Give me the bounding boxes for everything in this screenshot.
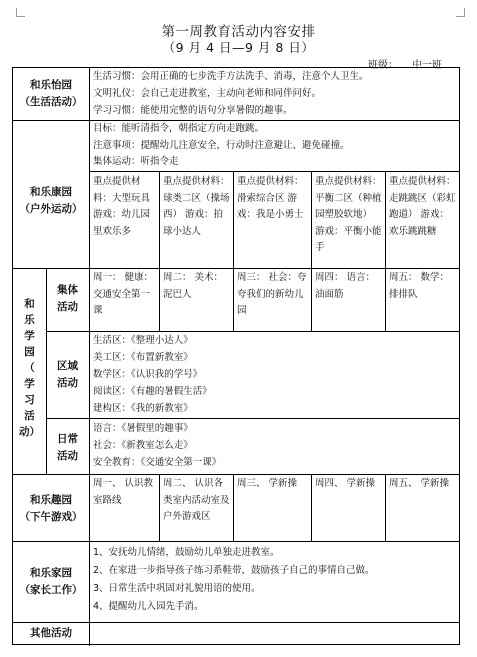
corner-mark: [456, 8, 465, 17]
afternoon-cell: 周五、 学新操: [389, 478, 450, 489]
area-line: 建构区：《我的新教室》: [93, 403, 193, 414]
outdoor-cell: 重点提供材料：走跳跳区（彩虹跑道） 游戏：欢乐跳跳糖: [389, 176, 456, 237]
col-divider: [311, 171, 312, 268]
afternoon-cell: 周二、 认识各类室内活动室及户外游戏区: [163, 478, 230, 522]
col-divider: [159, 268, 160, 331]
group-activity-title: [46, 282, 89, 316]
life-section-title: [13, 77, 89, 111]
daily-title-1: 日常: [57, 433, 78, 445]
learning-title-char: 乐: [24, 314, 35, 326]
outdoor-cell: 重点提供材料：大型玩具 游戏：幼儿园里欢乐多: [93, 176, 151, 237]
life-line: 学习习惯：能使用完整的语句分享暑假的趣事。: [93, 105, 293, 116]
area-activity-title: [46, 358, 89, 392]
col-divider: [89, 68, 90, 268]
group-cell: 周二： 美术：泥巴人: [163, 272, 224, 300]
row-divider: [13, 541, 459, 542]
learning-title-char: 学: [24, 378, 35, 390]
area-line: 阅读区：《有趣的暑假生活》: [93, 386, 212, 397]
family-title-main: 和乐家园: [30, 567, 72, 579]
page-title: 第一周教育活动内容安排: [161, 24, 316, 40]
family-line: 2、在家进一步指导孩子练习系鞋带，鼓励孩子自己的事情自己做。: [93, 565, 375, 576]
col-divider: [233, 268, 234, 331]
learning-title-char: 习: [24, 394, 35, 406]
life-title-sub: （生活活动）: [19, 96, 83, 108]
learning-title-char: 活: [24, 410, 35, 422]
col-divider: [385, 171, 386, 268]
learning-title-char: 和: [24, 298, 35, 310]
area-title-2: 活动: [57, 377, 78, 389]
daily-activity-title: [46, 431, 89, 465]
col-divider: [311, 268, 312, 331]
col-divider: [89, 268, 90, 646]
learning-section-title: [13, 296, 46, 440]
outdoor-cell: 重点提供材料：平衡二区（种植园塑胶软地） 游戏：平衡小能手: [315, 176, 382, 253]
daily-line: 安全教育：《交通安全第一课》: [93, 457, 222, 468]
learning-title-char: 动）: [19, 426, 40, 438]
afternoon-cell: 周一、 认识教室路线: [93, 478, 154, 506]
outdoor-cell: 重点提供材料：球类二区（操场西） 游戏：拍球小达人: [163, 176, 230, 237]
col-divider: [385, 474, 386, 541]
family-line: 4、提醒幼儿入园先手消。: [93, 601, 204, 612]
class-value: 中一班: [412, 60, 442, 71]
group-title-2: 活动: [57, 301, 78, 313]
area-line: 生活区：《整理小达人》: [93, 335, 193, 346]
outdoor-line: 目标：能听清指令，朝指定方向走跑跳。: [93, 123, 265, 134]
daily-line: 语言：《暑假里的趣事》: [93, 423, 193, 434]
afternoon-cell: 周四、 学新操: [315, 478, 376, 489]
life-line: 文明礼仪：会自己走进教室，主动向老师和同伴问好。: [93, 88, 322, 99]
group-cell: 周四： 语言：油面筋: [315, 272, 376, 300]
area-line: 数学区：《认识我的学号》: [93, 369, 203, 380]
col-divider: [159, 171, 160, 268]
outdoor-section-title: [13, 184, 89, 218]
learning-title-char: （: [24, 362, 35, 374]
outdoor-title-main: 和乐康园: [30, 186, 72, 198]
row-divider: [46, 418, 459, 419]
area-line: 美工区：《布置新教室》: [93, 352, 193, 363]
learning-title-char: 园: [24, 346, 35, 358]
afternoon-section-title: [13, 492, 89, 526]
family-line: 1、安抚幼儿情绪，鼓励幼儿单独走进教室。: [93, 547, 280, 558]
family-section-title: [13, 565, 89, 599]
row-divider: [46, 331, 459, 332]
outdoor-title-sub: （户外运动）: [19, 203, 83, 215]
group-cell: 周一： 健康：交通安全第一课: [93, 272, 154, 316]
family-line: 3、日常生活中巩固对礼貌用语的使用。: [93, 583, 261, 594]
group-title-1: 集体: [57, 284, 78, 296]
afternoon-title-main: 和乐趣园: [30, 494, 72, 506]
schedule-table: [12, 67, 460, 645]
outdoor-cell: 重点提供材料：滑索综合区 游戏：我是小勇士: [237, 176, 304, 220]
daily-line: 社会：《新教室怎么走》: [93, 440, 193, 451]
col-divider: [385, 268, 386, 331]
row-divider: [13, 268, 459, 269]
afternoon-title-sub: （下午游戏）: [19, 511, 83, 523]
daily-title-2: 活动: [57, 450, 78, 462]
row-divider: [13, 622, 459, 623]
family-title-sub: （家长工作）: [19, 584, 83, 596]
learning-title-char: 学: [24, 330, 35, 342]
group-cell: 周五： 数学：排排队: [389, 272, 450, 300]
col-divider: [159, 474, 160, 541]
outdoor-line: 注意事项：提醒幼儿注意安全，行动时注意避让、避免碰撞。: [93, 140, 350, 151]
row-divider: [13, 474, 459, 475]
outdoor-line: 集体运动：听指令走: [93, 156, 179, 167]
other-section-title: 其他活动: [30, 627, 72, 639]
area-title-1: 区域: [57, 360, 78, 372]
class-label: 班级：: [368, 60, 398, 71]
group-cell: 周三： 社会：夸夸我们的新幼儿园: [237, 272, 307, 316]
life-title-main: 和乐怡园: [30, 79, 72, 91]
afternoon-cell: 周三、 学新操: [237, 478, 298, 489]
col-divider: [233, 171, 234, 268]
corner-mark: [16, 8, 25, 17]
life-line: 生活习惯：会用正确的七步洗手方法洗手、消毒，注意个人卫生。: [93, 71, 369, 82]
date-range: （9 月 4 日—9 月 8 日）: [162, 40, 315, 55]
row-divider: [89, 171, 459, 172]
col-divider: [233, 474, 234, 541]
col-divider: [311, 474, 312, 541]
